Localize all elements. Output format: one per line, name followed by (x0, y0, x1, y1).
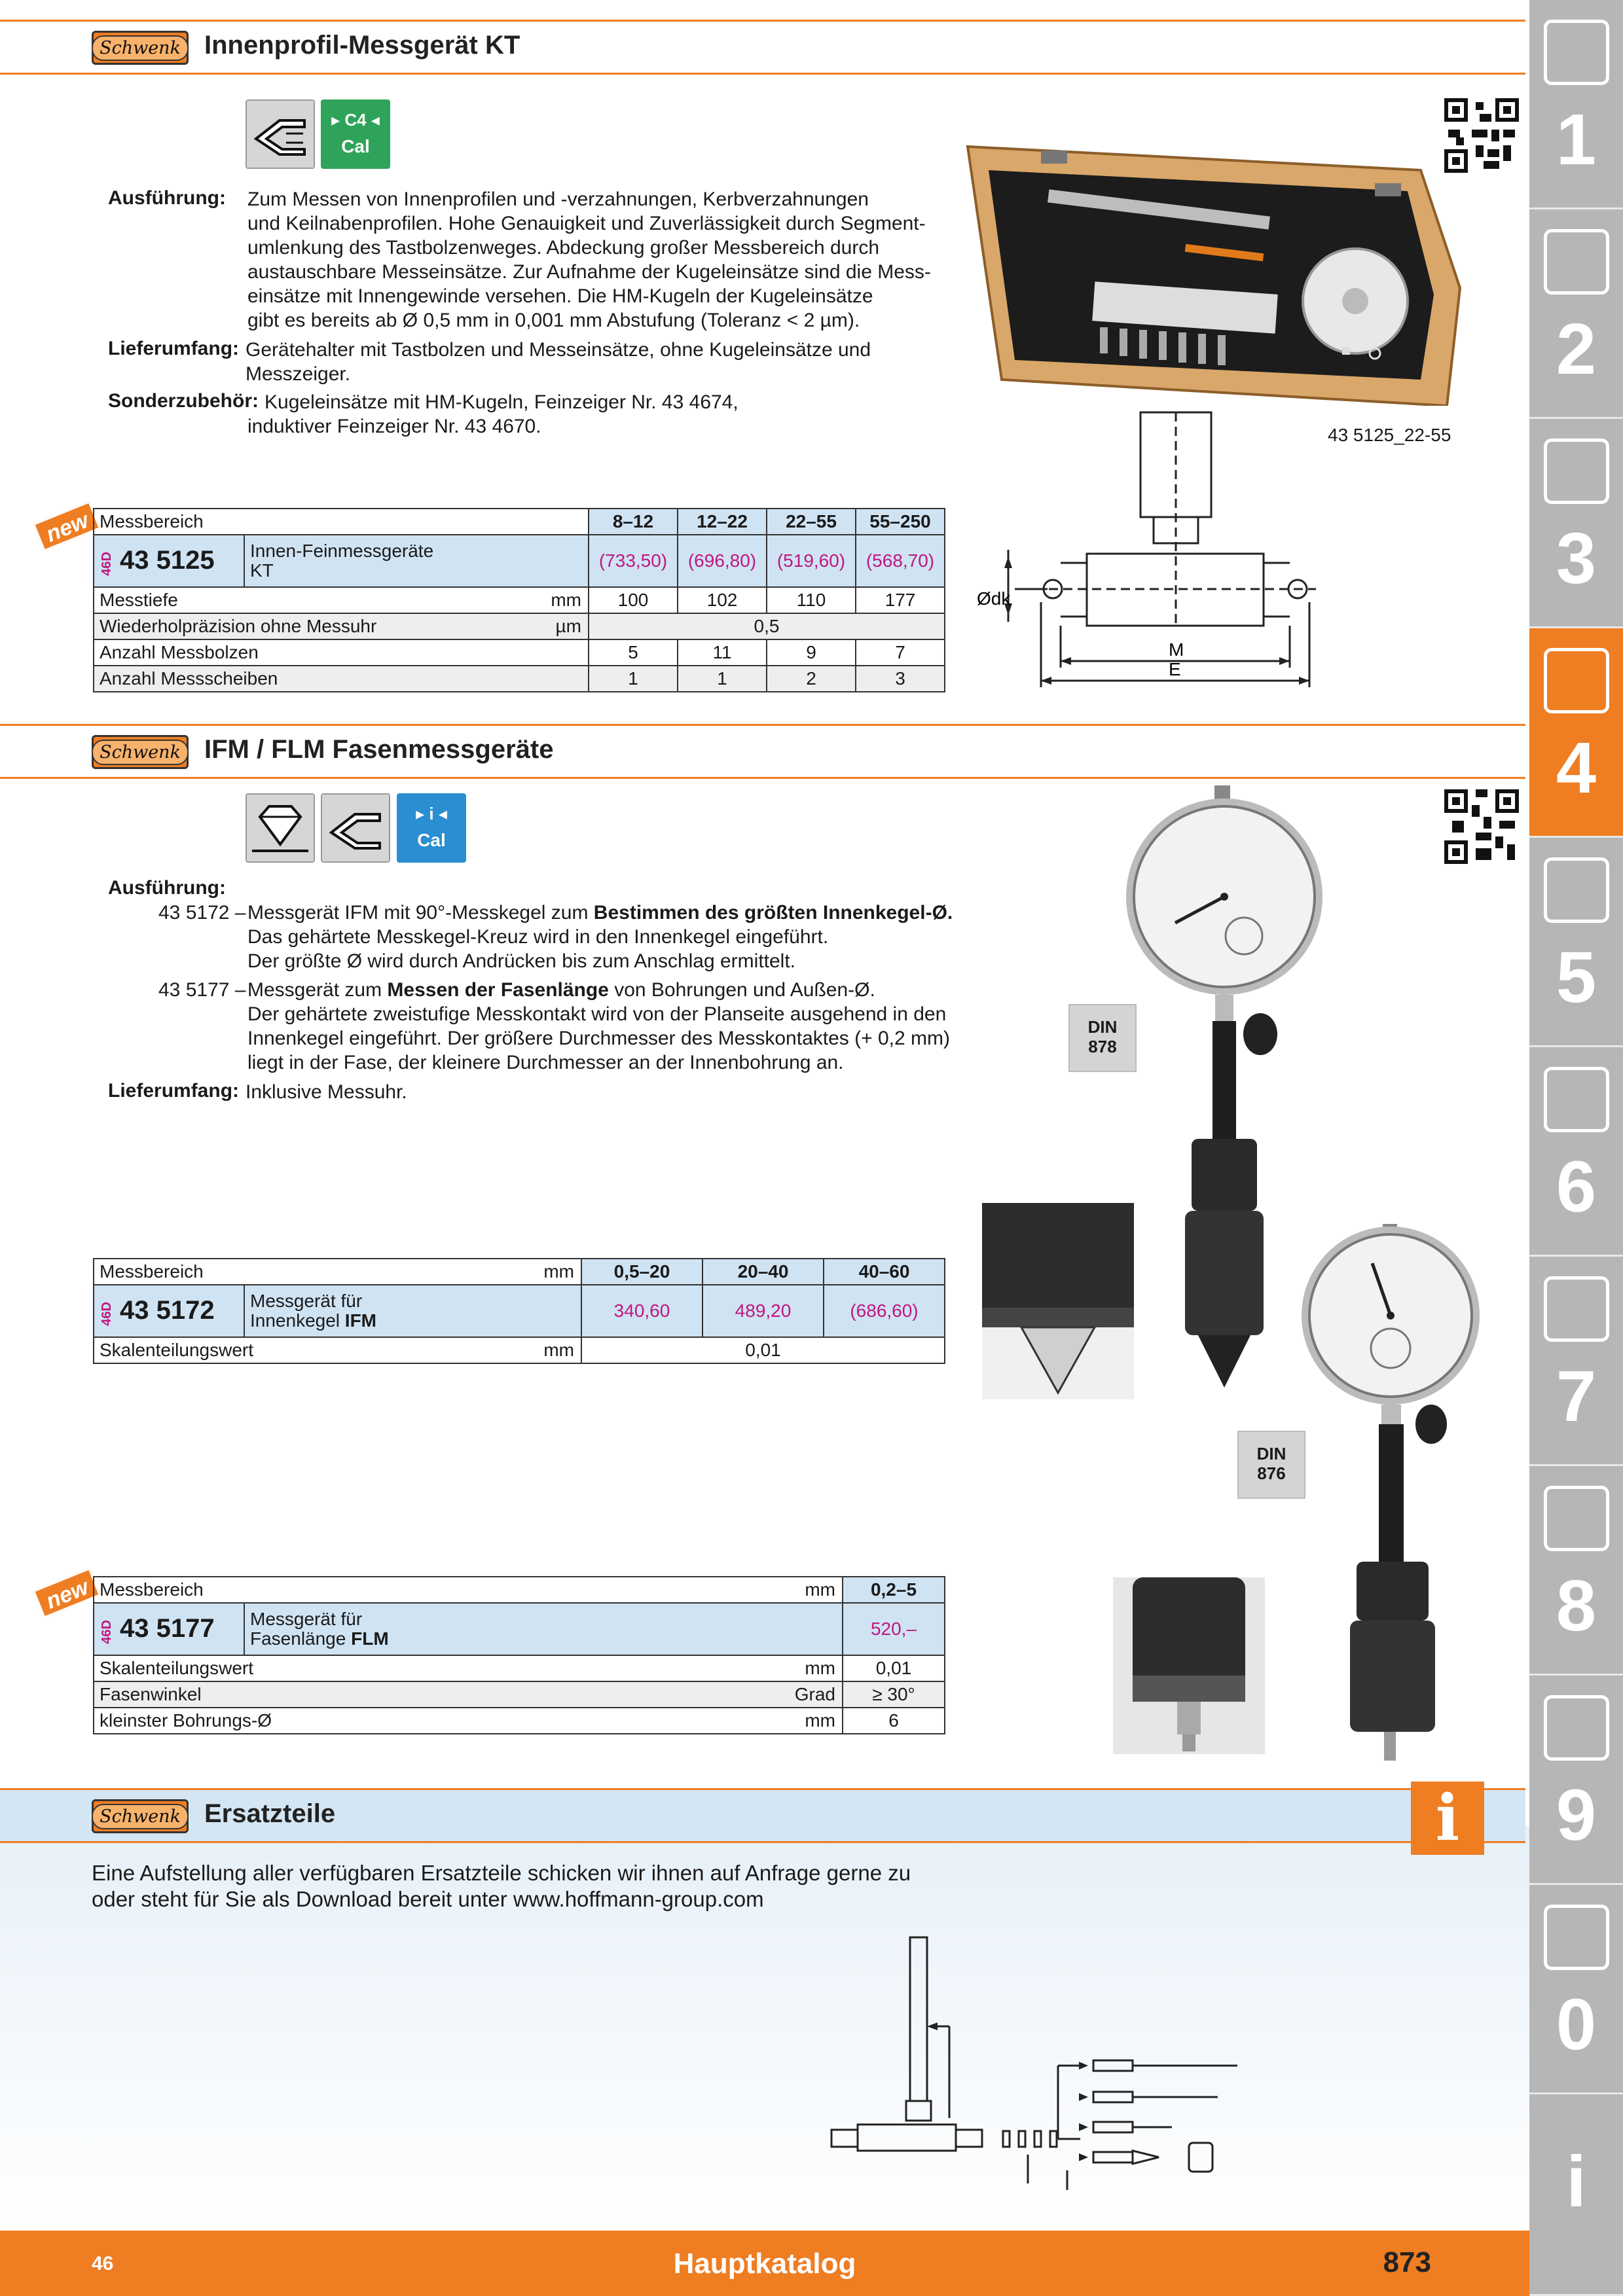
table-row: Skalenteilungswert mm 0,01 (94, 1337, 945, 1363)
caliper-icon (1544, 648, 1609, 713)
tool-holder-icon (1544, 439, 1609, 504)
product-photo-flm-tip (1113, 1577, 1265, 1754)
article-number-cell: 46D 43 5125 (94, 535, 244, 587)
price-cell: (686,60) (824, 1285, 945, 1337)
section-header-innenprofil (0, 20, 1525, 75)
product-table-435172: Messbereich mm 0,5–20 20–40 40–60 46D 43 5172 Messgerät für Innenkegel IFM 340,60 489,20 (686,60) Skalenteilungswert mm 0,01 (93, 1258, 945, 1364)
section-header-fasenmessgeraete (0, 724, 1525, 779)
chapter-tab-0[interactable]: 0 (1529, 1885, 1623, 2094)
product-table-435125: Messbereich 8–12 12–22 22–55 55–250 46D 43 5125 Innen-Feinmessgeräte KT (733,50) (696,80) (519,60) (568,70) Messtiefe mm 100 102 110 177 Wiederholpräzision ohne Messuhr µm 0,5 Anzahl Messbolzen 5 11 9 7 Anzahl Messscheiben 1 1 2 3 (93, 508, 945, 692)
lieferumfang-text: Gerätehalter mit Tastbolzen und Messeinsätze, ohne Kugeleinsätze und Messzeiger. (246, 339, 871, 385)
section-title: IFM / FLM Fasenmessgeräte (204, 735, 554, 764)
diamond-icon (246, 793, 315, 863)
schwenk-logo: Schwenk (92, 31, 189, 65)
cabinet-icon (1544, 1695, 1609, 1761)
price-cell: (568,70) (856, 535, 945, 587)
item-435172-text: Messgerät IFM mit 90°-Messkegel zum Bestimmen des größten Innenkegel-Ø. Das gehärtete Messkegel-Kreuz wird in den Innenkegel eingeführt. Der größte Ø wird durch Andrücken bis zum Anschlag ermittelt. (247, 902, 953, 972)
section-header-ersatzteile (0, 1788, 1525, 1843)
chapter-tab-6[interactable]: 6 (1529, 1047, 1623, 1257)
chapter-tab-5[interactable]: 5 (1529, 838, 1623, 1047)
calibration-c4-icon: ▸ C4 ◂ Cal (321, 99, 390, 169)
chapter-tab-8[interactable]: 8 (1529, 1466, 1623, 1676)
article-number-cell: 46D 43 5172 (94, 1285, 244, 1337)
schwenk-logo: Schwenk (92, 735, 189, 769)
internal-measure-icon (321, 793, 390, 863)
article-number-cell: 46D 43 5177 (94, 1603, 244, 1655)
footer-title: Hauptkatalog (673, 2248, 856, 2280)
price-cell: (519,60) (767, 535, 856, 587)
section-title: Innenprofil-Messgerät KT (204, 31, 520, 60)
table-row: Fasenwinkel Grad ≥ 30° (94, 1681, 945, 1708)
footer-left-number: 46 (92, 2253, 114, 2274)
drawing-label-e: E (1169, 659, 1181, 679)
table-row: Wiederholpräzision ohne Messuhr µm 0,5 (94, 613, 945, 639)
safety-icon (1544, 1905, 1609, 1970)
grinding-disc-icon (1544, 857, 1609, 923)
image-caption: 43 5125_22-55 (1328, 425, 1451, 445)
price-cell: (696,80) (678, 535, 767, 587)
table-row: Messtiefe mm 100 102 110 177 (94, 587, 945, 613)
item-435177-no: 43 5177 – (158, 979, 246, 1001)
ausfuehrung-label: Ausführung: (108, 187, 226, 209)
table-row: Anzahl Messscheiben 1 1 2 3 (94, 666, 945, 692)
ausfuehrung-text: Zum Messen von Innenprofilen und -verzahnungen, Kerbverzahnungen und Keilnabenprofilen. Hohe Genauigkeit und Zuverlässigkeit durch Segment- umlenkung des Tastbolzenweges. Abdeckung großer Messbereich durch austauschbare Messeinsätze. Zur Aufnahme der Kugeleinsätze sind die Mess- einsätze mit Innengewinde versehen. Die HM-Kugeln der Kugeleinsätze gibt es bereits ab Ø 0,5 mm in 0,001 mm Abstufung (Toleranz < 2 µm). (247, 188, 931, 331)
internal-measure-icon (246, 99, 315, 169)
chapter-tab-9[interactable]: 9 (1529, 1676, 1623, 1885)
new-badge: new (33, 1568, 100, 1617)
calibration-info-icon: ▸ i ◂ Cal (397, 793, 466, 863)
lieferumfang-text: Inklusive Messuhr. (246, 1081, 407, 1103)
toolset-icon (1544, 1486, 1609, 1551)
drill-icon (1544, 20, 1609, 85)
chapter-tab-3[interactable]: 3 (1529, 419, 1623, 628)
chapter-tab-info[interactable]: i (1529, 2094, 1623, 2296)
ausfuehrung-label: Ausführung: (108, 877, 226, 899)
table-row: Skalenteilungswert mm 0,01 (94, 1655, 945, 1681)
lieferumfang-label: Lieferumfang: (108, 338, 240, 359)
price-cell: 340,60 (581, 1285, 702, 1337)
sonderzubehoer-text: Kugeleinsätze mit HM-Kugeln, Feinzeiger Nr. 43 4674, induktiver Feinzeiger Nr. 43 4670. (247, 391, 739, 437)
item-435177-text: Messgerät zum Messen der Fasenlänge von Bohrungen und Außen-Ø. Der gehärtete zweistufige Messkontakt wird von der Planseite ausgehend in den Innenkegel eingeführt. Der größere Durchmesser des Messkontaktes (+ 0,2 mm) liegt in der Fase, der kleinere Durchmesser an der Innenbohrung an. (247, 979, 950, 1073)
table-row: kleinster Bohrungs-Ø mm 6 (94, 1708, 945, 1734)
schwenk-logo: Schwenk (92, 1799, 189, 1833)
price-cell: (733,50) (589, 535, 678, 587)
section-title: Ersatzteile (204, 1799, 336, 1828)
article-description: Messgerät für Innenkegel IFM (244, 1285, 581, 1337)
product-photo-flm (1294, 1224, 1490, 1761)
chapter-tab-7[interactable]: 7 (1529, 1257, 1623, 1466)
page-number: 873 (1383, 2246, 1431, 2278)
page-footer (0, 2231, 1529, 2296)
price-cell: 520,– (843, 1603, 945, 1655)
drawing-label-dk: Ødk (977, 588, 1011, 609)
wrench-icon (1544, 1067, 1609, 1132)
chapter-tab-4[interactable]: 4 (1529, 628, 1623, 838)
din-badge: DIN 876 (1237, 1431, 1305, 1499)
article-description: Messgerät für Fasenlänge FLM (244, 1603, 843, 1655)
lieferumfang-label: Lieferumfang: (108, 1080, 240, 1102)
ersatzteile-text: Eine Aufstellung aller verfügbaren Ersatzteile schicken wir ihnen auf Anfrage gerne zu oder steht für Sie als Download bereit unter www.hoffmann-group.com (92, 1861, 911, 1911)
qr-code-icon (1444, 789, 1519, 864)
drawing-label-m: M (1169, 639, 1184, 660)
spare-parts-drawing (818, 1928, 1264, 2203)
din-badge: DIN 878 (1068, 1004, 1137, 1072)
price-cell: 489,20 (702, 1285, 824, 1337)
chapter-tab-2[interactable]: 2 (1529, 209, 1623, 419)
product-photo-kt-case (962, 131, 1467, 406)
chapter-tab-1[interactable]: 1 (1529, 0, 1623, 209)
pliers-icon (1544, 1276, 1609, 1342)
product-photo-ifm-tip (982, 1203, 1134, 1399)
technical-drawing-kt (969, 406, 1336, 707)
table-row: Anzahl Messbolzen 5 11 9 7 (94, 639, 945, 666)
sonderzubehoer-label: Sonderzubehör: (108, 390, 259, 412)
item-435172-no: 43 5172 – (158, 902, 246, 924)
product-table-435177: Messbereich mm 0,2–5 46D 43 5177 Messgerät für Fasenlänge FLM 520,– Skalenteilungswert mm 0,01 Fasenwinkel Grad ≥ 30° kleinster Bohrungs-Ø mm 6 (93, 1576, 945, 1734)
table-header-label: Messbereich (94, 509, 589, 535)
info-icon: i (1411, 1782, 1484, 1855)
article-description: Innen-Feinmessgeräte KT (244, 535, 589, 587)
insert-icon (1544, 229, 1609, 295)
new-badge: new (33, 501, 100, 550)
